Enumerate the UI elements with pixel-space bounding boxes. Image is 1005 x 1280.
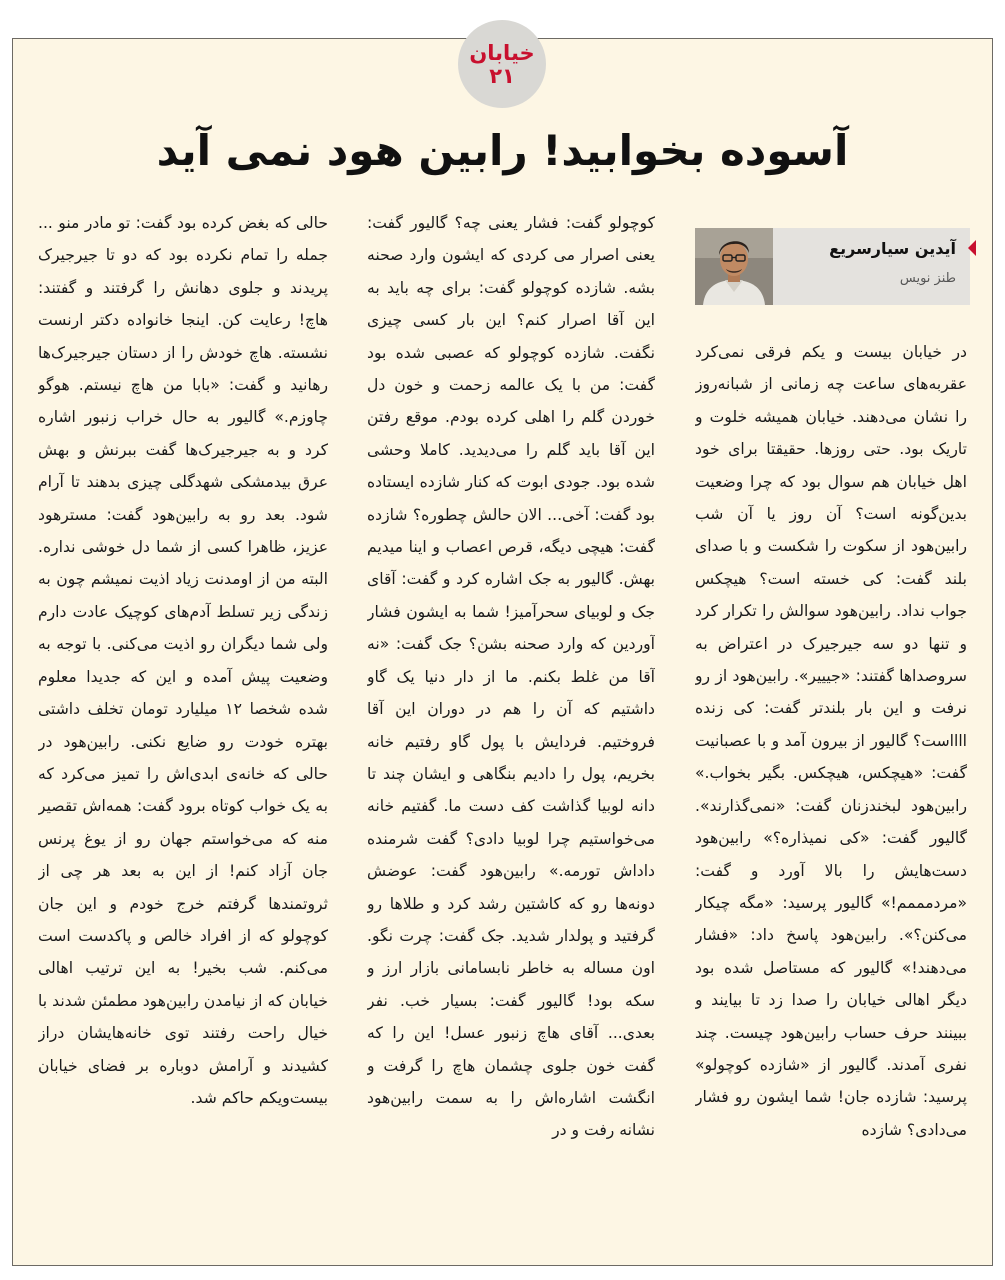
headline: آسوده بخوابید! رابین هود نمی آید bbox=[156, 126, 849, 175]
author-name: آیدین سیارسریع bbox=[829, 239, 956, 258]
article-column-right: در خیابان بیست و یکم فرقی نمی‌کرد عقربه‌های ساعت چه زمانی از شبانه‌روز را نشان می‌دهند. خیابان همیشه خلوت و تاریک بود. حتی روزها. حقیقتا برای خود اهل خیابان هم سوال بود که چرا وضعیت بدین‌گونه است؟ آن روز یا آن شب رابین‌هود از سکوت را شکست و با صدای بلند گفت: کی خسته است؟ هیچکس جواب نداد. رابین‌هود سوالش را تکرار کرد و تنها دو سه جیرجیرک در اعتراض به سروصداها گفتند: «جیییر». رابین‌هود از رو نرفت و این بار بلندتر گفت: کی زنده ااااست؟ گالیور از بیرون آمد و با عصبانیت گفت: «هیچکس، هیچکس. بگیر بخواب.» رابین‌هود لبخندزنان گفت: «نمی‌گذارند». گالیور گفت: «کی نمیذاره؟» رابین‌هود دست‌هایش را بالا آورد و گفت: «مردمممم!» گالیور پرسید: «مگه چیکار می‌کنن؟». رابین‌هود پاسخ داد: «فشار می‌دهند!» گالیور که مستاصل شده بود دیگر اهالی خیابان را صدا زد تا بیایند و ببینند حرف حساب رابین‌هود چیست. چند نفری آمدند. گالیور از «شازده کوچولو» پرسید: شازده جان! شما ایشون رو فشار می‌دادی؟ شازده bbox=[695, 343, 967, 1139]
author-portrait-icon bbox=[695, 228, 773, 305]
article-column-left: حالی که بغض کرده بود گفت: تو مادر منو ... جمله را تمام نکرده بود که دو تا جیرجیرک پریدند و جلوی دهانش را گرفتند و گفتند: هاچ! رعایت کن. اینجا خانواده دکتر ارنست نشسته. هاچ خودش را از دستان جیرجیرک‌ها رهانید و گفت: «بابا من هاچ نیستم. هوگو چاوزم.» گالیور به حال خراب زنبور اشاره کرد و به جیرجیرک‌ها گفت ببرنش و بهش عرق بیدمشکی شهدگلی چیزی بدهند تا آرام شود. بعد رو به رابین‌هود گفت: مسترهود عزیز، ظاهرا کسی از شما دل خوشی نداره. البته من از اومدنت زیاد اذیت نمیشم چون به زندگی زیر تسلط آدم‌های کوچیک عادت دارم ولی شما دیگران رو اذیت می‌کنی. با توجه به وضعیت پیش آمده و این که جدیدا معلوم شده شخصا ۱۲ میلیارد تومان تخلف داشتی بهتره خودت رو ضایع نکنی. رابین‌هود در حالی که خانه‌ی ابدی‌اش را تمیز می‌کرد که به یک خواب کوتاه برود گفت: همه‌اش تقصیر منه که می‌خواستم جهان رو از یوغ پرنس جان آزاد کنم! از این به بعد هر چی از ثروتمندها گرفتم خرج خودم و این جان کوچولو که از افراد خالص و پاکدست است می‌کنم. شب بخیر! به این ترتیب اهالی خیابان که از نیامدن رابین‌هود مطمئن شدند با خیال راحت رفتند توی خانه‌هایشان دراز کشیدند و آرامش دوباره بر فضای خیابان بیست‌ویکم حاکم شد. bbox=[38, 214, 328, 1107]
article-column-middle: کوچولو گفت: فشار یعنی چه؟ گالیور گفت: یعنی اصرار می کردی که ایشون وارد صحنه بشه. شازده کوچولو گفت: برای چه باید به این آقا اصرار کنم؟ این بار کسی چیزی نگفت. شازده کوچولو که عصبی شده بود گفت: من با یک عالمه زحمت و خون دل خوردن گلم را اهلی کرده بودم. موقع رفتن این آقا باید گلم را می‌دیدید. کاملا وحشی شده بود. جودی ابوت که کنار شازده ایستاده بود گفت: آخی... الان حالش چطوره؟ شازده گفت: هیچی دیگه، قرص اعصاب و اینا میدیم بهش. گالیور به جک اشاره کرد و گفت: آقای جک و لوبیای سحرآمیز! شما به ایشون فشار آوردین که وارد صحنه بشن؟ جک گفت: «نه آقا من غلط بکنم. ما از دار دنیا یک گاو داشتیم که آن را هم در دوران این آقا فروختیم. فردایش با پول گاو رفتیم خانه بخریم، پول را دادیم بنگاهی و ایشان چند تا دانه لوبیا گذاشت کف دست ما. گفتیم خانه می‌خواستیم چرا لوبیا دادی؟ گفت شرمنده داداش تورمه.» رابین‌هود گفت: عوضش دونه‌ها رو که کاشتین رشد کرد و طلاها رو گرفتید و پولدار شدید. جک گفت: چرت نگو. اون مساله به خاطر نابسامانی بازار ارز و سکه بود! گالیور گفت: بسیار خب. نفر بعدی... آقای هاچ زنبور عسل! این را که گفت خون جلوی چشمان هاچ را گرفت و انگشت اشاره‌اش را به سمت رابین‌هود نشانه رفت و در bbox=[367, 214, 655, 1140]
author-box bbox=[695, 228, 970, 305]
column-badge bbox=[458, 20, 546, 108]
author-role: طنز نویس bbox=[899, 271, 956, 286]
column-number: ۲۱ bbox=[489, 64, 515, 88]
column-name: خیابان bbox=[469, 41, 535, 65]
author-photo bbox=[695, 228, 773, 305]
red-triangle-marker-icon bbox=[968, 240, 976, 256]
